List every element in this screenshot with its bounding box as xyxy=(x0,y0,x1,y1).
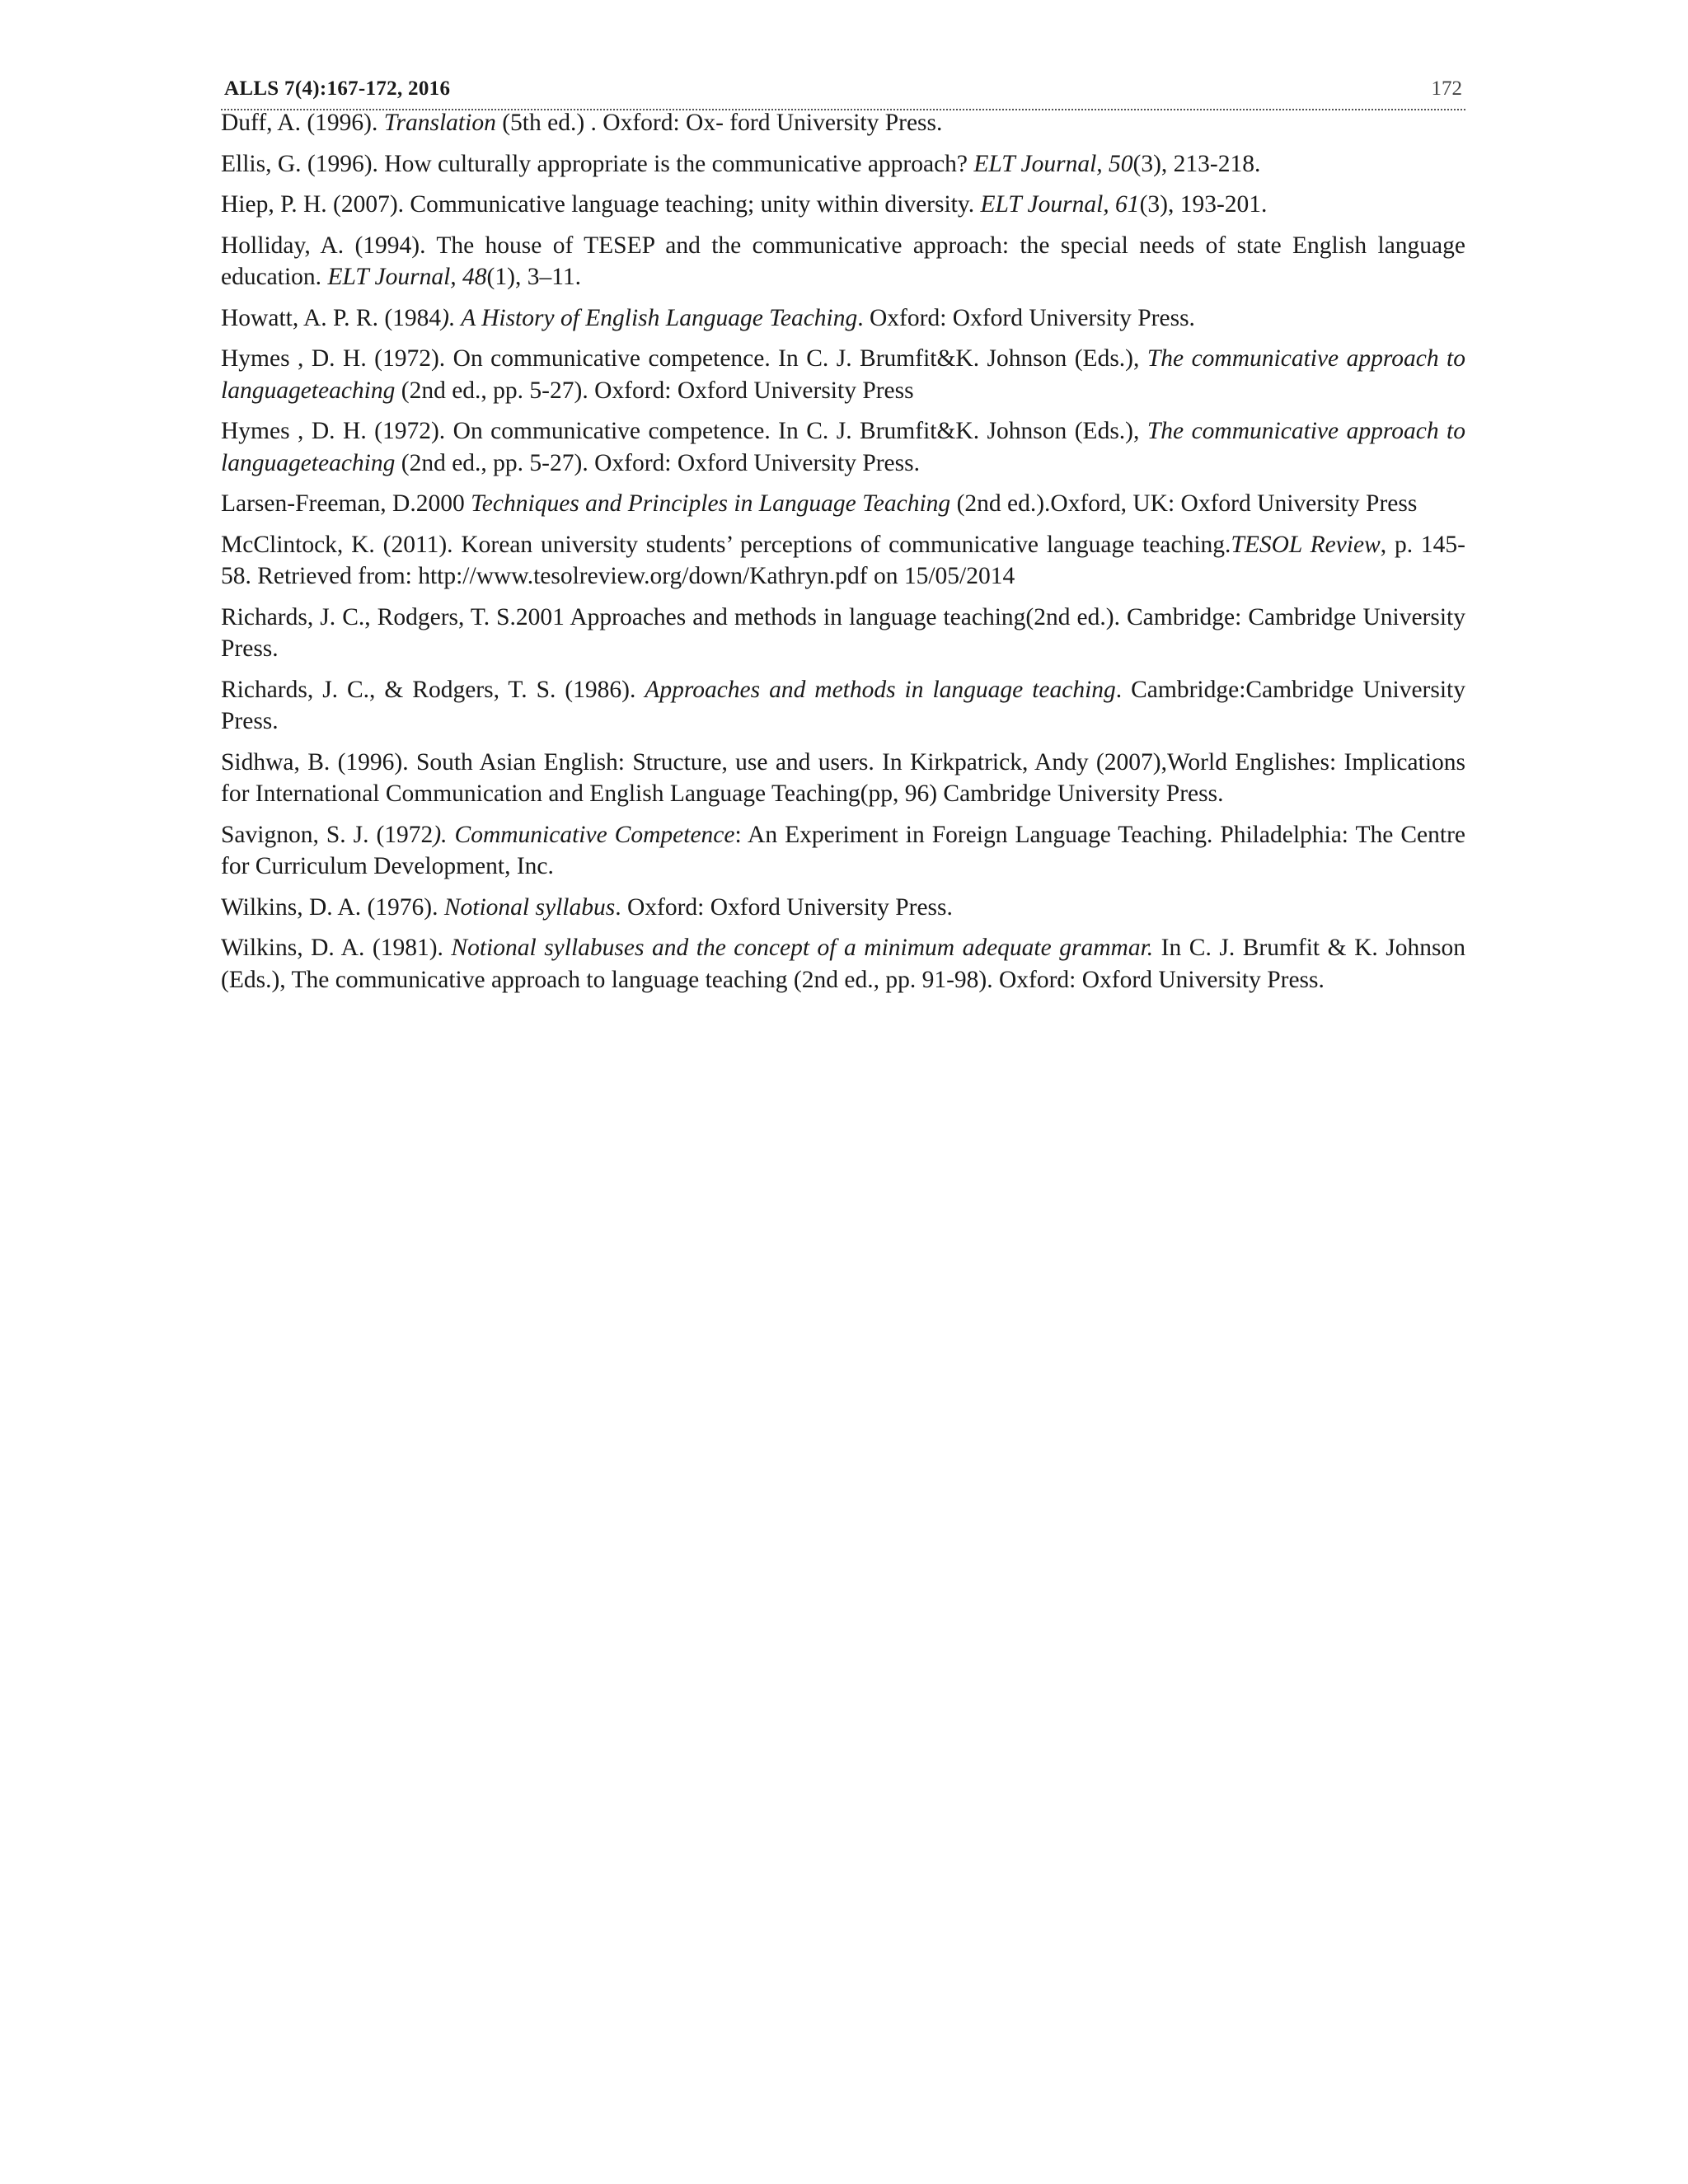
reference-entry xyxy=(221,602,1465,665)
reference-italic-text: Notional syllabuses and the concept of a minimum adequate grammar. xyxy=(451,935,1154,961)
reference-text: (2nd ed.).Oxford, UK: Oxford University Press xyxy=(950,490,1418,517)
reference-text: Howatt, A. P. R. (1984 xyxy=(221,304,442,331)
reference-entry xyxy=(221,674,1465,738)
reference-text: Duff, A. (1996). xyxy=(221,110,384,136)
reference-text: Wilkins, D. A. (1981). xyxy=(221,935,452,961)
reference-entry xyxy=(221,488,1465,520)
reference-text: (3), 213-218. xyxy=(1132,150,1261,177)
reference-text: Ellis, G. (1996). How culturally appropriate is the communicative approach? xyxy=(221,150,974,177)
reference-italic-text: The communicative approach to languageteaching xyxy=(221,418,1465,476)
reference-italic-text: ). Communicative Competence xyxy=(433,821,735,848)
reference-entry xyxy=(221,230,1465,293)
reference-text: McClintock, K. (2011). Korean university students’ perceptions of communicative language teaching. xyxy=(221,531,1231,558)
reference-entry xyxy=(221,529,1465,593)
reference-entry xyxy=(221,892,1465,924)
reference-italic-text: ELT Journal, 50 xyxy=(973,150,1133,177)
reference-text: Richards, J. C., Rodgers, T. S.2001 Approaches and methods in language teaching(2nd ed.). Cambridge: Cambridge University Press. xyxy=(221,603,1465,662)
reference-text: (2nd ed., pp. 5-27). Oxford: Oxford University Press xyxy=(395,377,914,404)
reference-text: Hiep, P. H. (2007). Communicative language teaching; unity within diversity. xyxy=(221,191,981,218)
reference-italic-text: ELT Journal, 61 xyxy=(980,191,1140,218)
reference-text: (2nd ed., pp. 5-27). Oxford: Oxford University Press. xyxy=(395,449,920,476)
reference-italic-text: ELT Journal, 48 xyxy=(327,264,487,290)
reference-italic-text: ). A History of English Language Teaching xyxy=(441,304,858,331)
reference-entry xyxy=(221,302,1465,335)
reference-entry xyxy=(221,343,1465,406)
reference-text: . Cambridge:Cambridge University Press. xyxy=(221,676,1465,734)
reference-text: . Oxford: Oxford University Press. xyxy=(615,893,953,921)
reference-list xyxy=(221,107,1465,1005)
reference-text: Hymes , D. H. (1972). On communicative competence. In C. J. Brumfit&K. Johnson (Eds.), xyxy=(221,418,1147,444)
reference-text: Wilkins, D. A. (1976). xyxy=(221,893,444,921)
reference-text: . Oxford: Oxford University Press. xyxy=(857,304,1195,331)
reference-text: : An Experiment in Foreign Language Teaching. Philadelphia: The Centre for Curriculum Development, Inc. xyxy=(221,821,1465,879)
journal-reference: ALLS 7(4):167-172, 2016 xyxy=(224,77,451,100)
reference-italic-text: Translation xyxy=(383,110,496,136)
reference-text: Savignon, S. J. (1972 xyxy=(221,821,434,848)
reference-entry xyxy=(221,189,1465,221)
page-number: 172 xyxy=(1431,77,1462,100)
reference-text: Holliday, A. (1994). The house of TESEP and the communicative approach: the special needs of state English language education. xyxy=(221,232,1465,290)
reference-entry xyxy=(221,148,1465,180)
reference-text: In C. J. Brumfit & K. Johnson (Eds.), The communicative approach to language teaching (2nd ed., pp. 91-98). Oxford: Oxford University Press. xyxy=(221,935,1466,993)
reference-entry xyxy=(221,932,1465,996)
reference-entry xyxy=(221,747,1465,810)
reference-text: Hymes , D. H. (1972). On communicative competence. In C. J. Brumfit&K. Johnson (Eds.), xyxy=(221,345,1147,372)
reference-entry xyxy=(221,415,1465,479)
reference-entry xyxy=(221,107,1465,139)
reference-italic-text: Notional syllabus xyxy=(443,893,616,921)
reference-italic-text: TESOL Review xyxy=(1231,531,1381,558)
reference-italic-text: The communicative approach to languageteaching xyxy=(221,345,1465,404)
reference-italic-text: Techniques and Principles in Language Teaching xyxy=(471,490,951,517)
reference-text: , p. 145-58. Retrieved from: http://www.tesolreview.org/down/Kathryn.pdf on 15/05/2014 xyxy=(221,531,1465,589)
reference-italic-text: Approaches and methods in language teaching xyxy=(645,676,1116,703)
reference-text: (5th ed.) . Oxford: Ox- ford University Press. xyxy=(495,110,943,136)
reference-entry xyxy=(221,819,1465,883)
reference-text: Richards, J. C., & Rodgers, T. S. (1986). xyxy=(221,676,645,703)
reference-text: (3), 193-201. xyxy=(1139,191,1268,218)
reference-text: (1), 3–11. xyxy=(486,264,581,290)
reference-text: Sidhwa, B. (1996). South Asian English: Structure, use and users. In Kirkpatrick, Andy (2007),World Englishes: Implications for International Communication and English Language Teaching(pp, 96) Cambridge University Press. xyxy=(221,748,1465,807)
reference-text: Larsen-Freeman, D.2000 xyxy=(221,490,471,517)
running-header xyxy=(221,76,1465,110)
